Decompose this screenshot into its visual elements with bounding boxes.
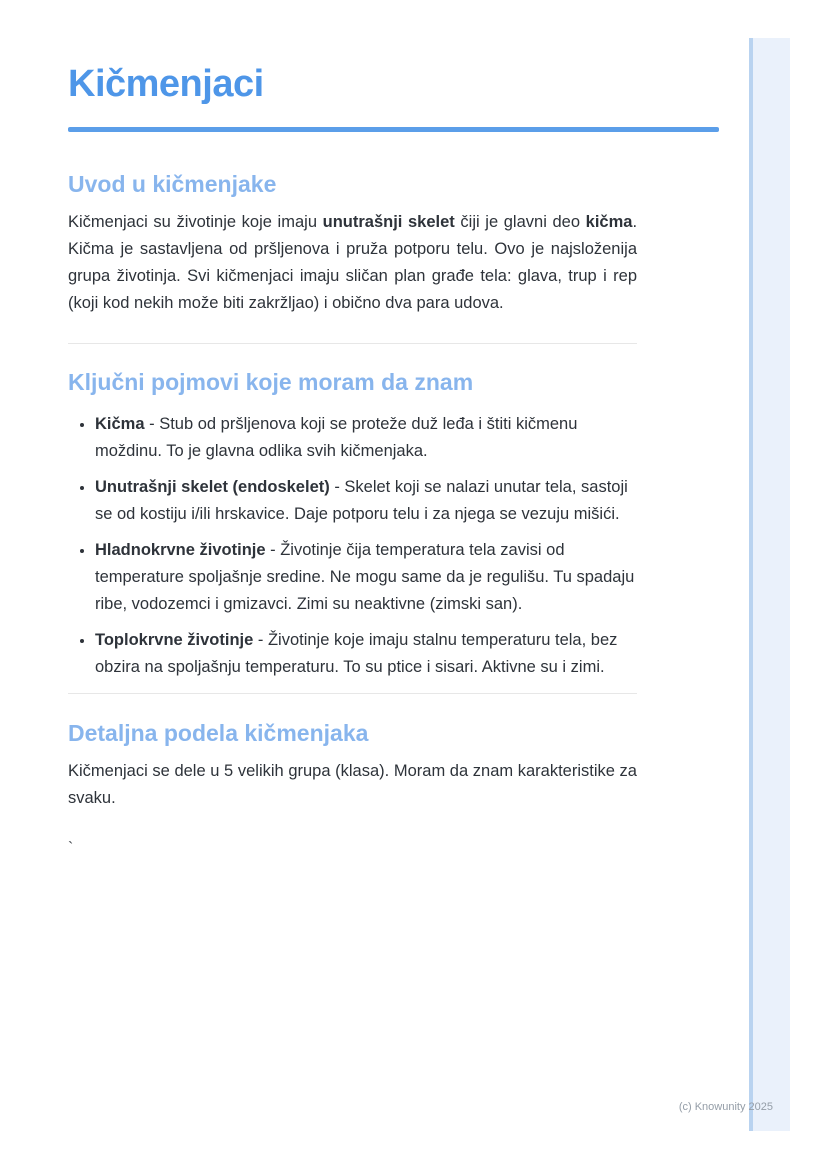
side-accent-bar (749, 38, 790, 1131)
section-heading-detaljna-podela: Detaljna podela kičmenjaka (68, 719, 369, 746)
intro-bold-term: kičma (585, 212, 633, 231)
section-heading-kljucni-pojmovi: Ključni pojmovi koje moram da znam (68, 368, 474, 395)
term-label: Hladnokrvne životinje (95, 540, 266, 559)
intro-paragraph (68, 209, 637, 317)
title-underline-rule (68, 127, 719, 132)
document-content (68, 0, 637, 858)
page-title: Kičmenjaci (68, 63, 264, 105)
section-divider (68, 343, 637, 344)
term-label: Toplokrvne životinje (95, 630, 254, 649)
section-divider (68, 693, 637, 694)
term-label: Unutrašnji skelet (endoskelet) (95, 477, 330, 496)
stray-backtick-text: ` (68, 839, 74, 857)
intro-bold-term: unutrašnji skelet (322, 212, 455, 231)
term-definition: - Životinje koje imaju stalnu temperaturu tela, bez obzira na spoljašnju temperaturu. To su ptice i sisari. Aktivne su i zimi. (95, 630, 618, 676)
list-item (95, 537, 637, 618)
term-definition: - Skelet koji se nalazi unutar tela, sastoji se od kostiju i/ili hrskavice. Daje potporu telu i za njega se vezuju mišići. (95, 477, 628, 523)
term-label: Kičma (95, 414, 145, 433)
key-terms-list (68, 411, 637, 681)
podela-paragraph: Kičmenjaci se dele u 5 velikih grupa (klasa). Moram da znam karakteristike za svaku. (68, 761, 637, 807)
footer-credit: (c) Knowunity 2025 (678, 1101, 773, 1113)
section-heading-uvod: Uvod u kičmenjake (68, 170, 277, 197)
list-item (95, 411, 637, 465)
intro-text-part: Kičmenjaci su životinje koje imaju (68, 212, 323, 231)
intro-text-part: . Kičma je sastavljena od pršljenova i pruža potporu telu. Ovo je najsloženija grupa životinja. Svi kičmenjaci imaju sličan plan građe tela: glava, trup i rep (koji kod nekih može biti zakržljao) i obično dva para udova. (68, 212, 638, 312)
intro-text-part: čiji je glavni deo (454, 212, 586, 231)
list-item (95, 474, 637, 528)
list-item (95, 627, 637, 681)
term-definition: - Životinje čija temperatura tela zavisi od temperature spoljašnje sredine. Ne mogu same da je regulišu. Tu spadaju ribe, vodozemci i gmizavci. Zimi su neaktivne (zimski san). (95, 540, 635, 613)
term-definition: - Stub od pršljenova koji se proteže duž leđa i štiti kičmenu moždinu. To je glavna odlika svih kičmenjaka. (95, 414, 578, 460)
